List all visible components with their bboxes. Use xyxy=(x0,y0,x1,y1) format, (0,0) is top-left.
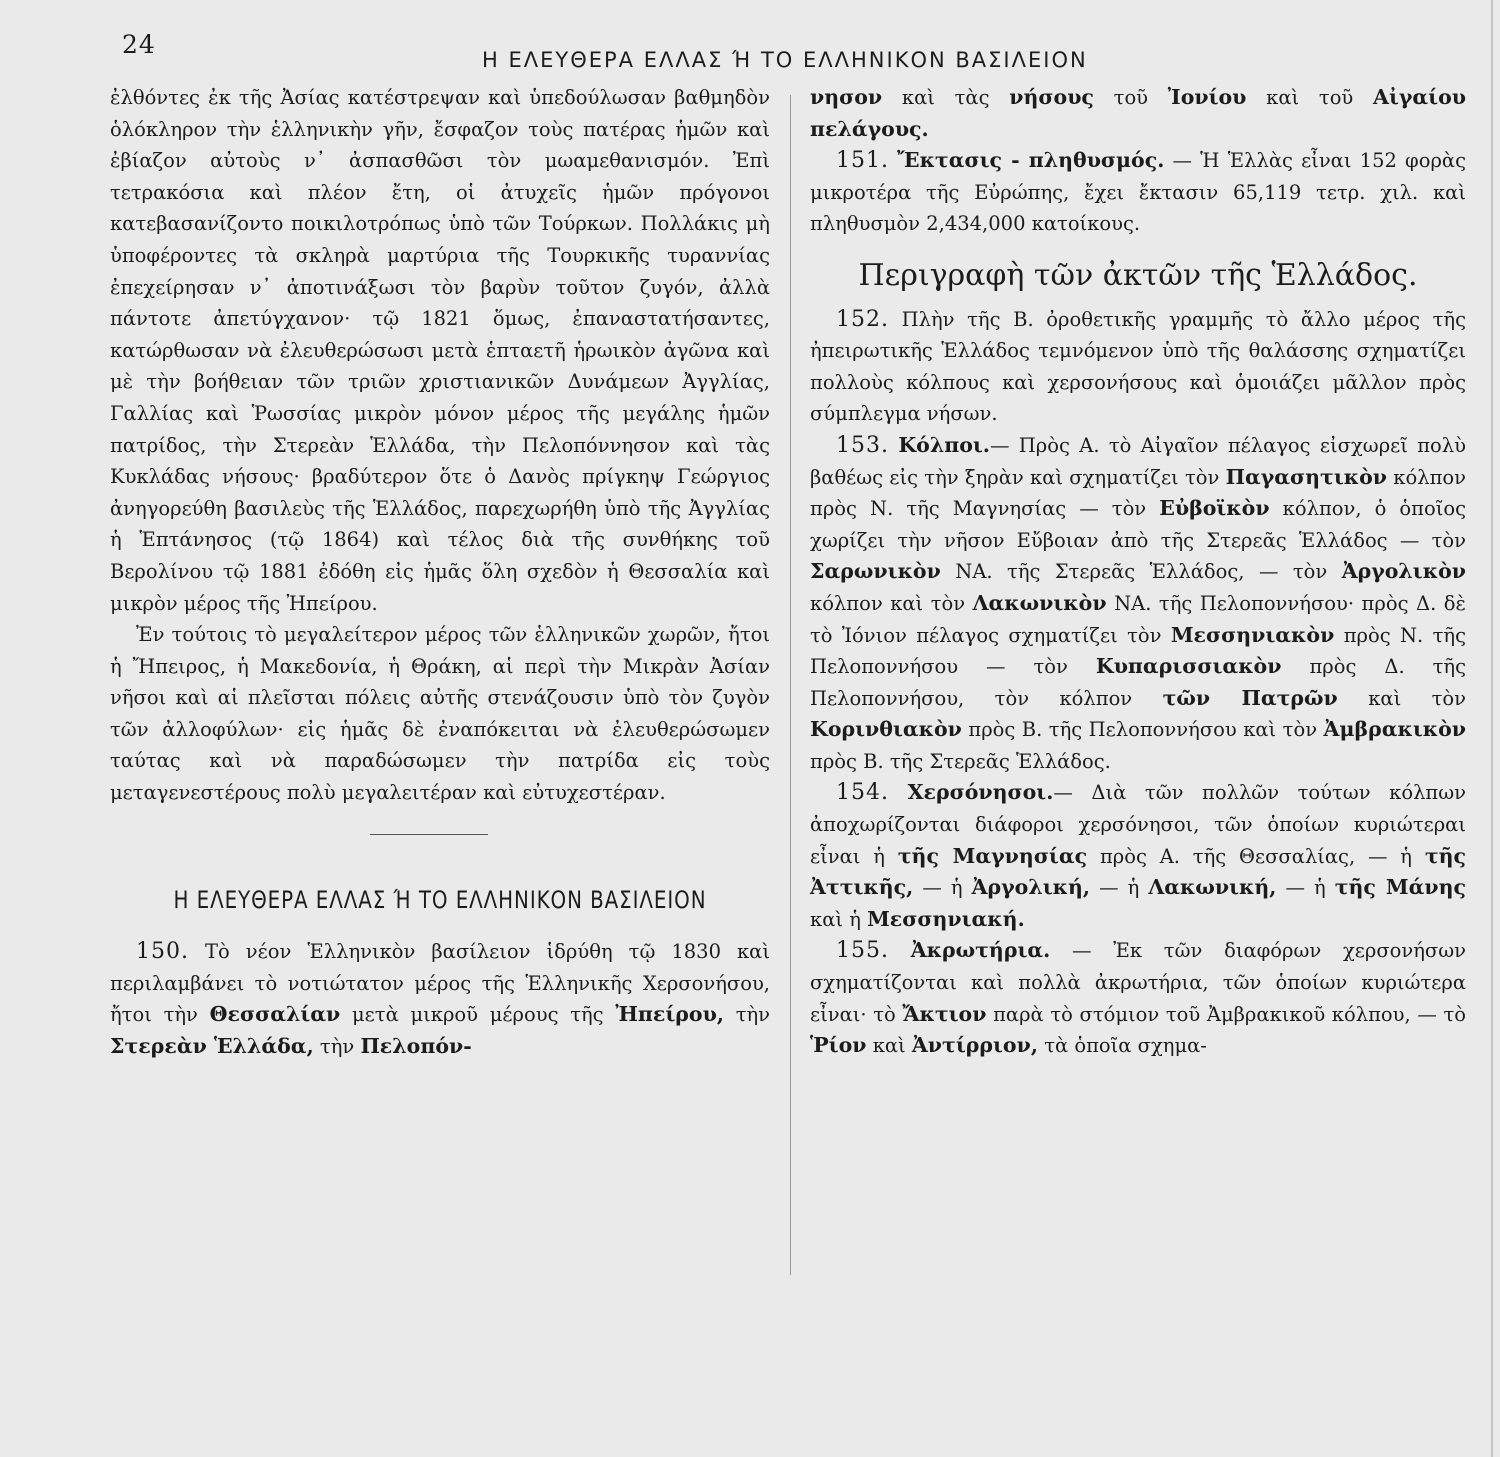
bold-term: Μεσσηνιακή. xyxy=(867,906,1025,931)
bold-term: Ἀργολικὸν xyxy=(1341,559,1466,584)
paragraph-153 xyxy=(810,430,1466,778)
paragraph-150 xyxy=(110,936,770,1062)
paragraph-text: ΝΑ. τῆς Στερεᾶς Ἑλλάδος, — τὸν xyxy=(955,560,1328,584)
paragraph-150-continued xyxy=(810,82,1466,145)
paragraph-number: 153. xyxy=(836,432,889,458)
paragraph-text: τὰ ὁποῖα σχημα- xyxy=(1044,1034,1207,1058)
section-heading: Η ΕΛΕΥΘΕΡΑ ΕΛΛΑΣ Ή ΤΟ ΕΛΛΗΝΙΚΟΝ ΒΑΣΙΛΕΙΟΝ xyxy=(173,885,707,914)
bold-term: Θεσσαλίαν xyxy=(209,1002,341,1027)
bold-term: Ἀργολική, xyxy=(971,875,1091,900)
paragraph-number: 154. xyxy=(836,780,889,806)
paragraph-text: Τὸ νέον Ἑλληνικὸν βασίλειον ἱδρύθη τῷ 1830 καὶ περιλαμβάνει τὸ νοτιώτατον μέρος τῆς Ἑλληνικῆς Χερσονήσου, ἤτοι τὴν xyxy=(110,940,770,1027)
bold-term: Χερσόνησοι. xyxy=(907,780,1054,805)
paragraph-text: κόλπον καὶ τὸν xyxy=(810,591,966,615)
bold-term: Σαρωνικὸν xyxy=(810,559,941,584)
paragraph-text: — Διὰ τῶν πολλῶν τούτων κόλπων ἀποχωρίζονται διάφοροι χερσόνησοι, τῶν ὁποίων κυριώτεραι εἶναι ἡ xyxy=(810,781,1467,868)
bold-term: Λακωνική, xyxy=(1148,875,1277,900)
bold-term: Κόλποι. xyxy=(898,432,990,457)
bold-term: Αἰγαίου πελάγους. xyxy=(810,85,1466,141)
paragraph-text: πρὸς Ν. τῆς Πελοποννήσου — τὸν xyxy=(810,623,1466,679)
paragraph-text: πρὸς Β. τῆς Πελοποννήσου καὶ τὸν xyxy=(968,718,1318,742)
paragraph-text: πρὸς Α. τῆς Θεσσαλίας, — ἡ xyxy=(1099,844,1412,868)
bold-term: τῆς Μάνης xyxy=(1334,875,1466,900)
paragraph-text: καὶ ἡ xyxy=(810,907,861,931)
paragraph-text: — Ἐκ τῶν διαφόρων χερσονήσων σχηματίζονται καὶ πολλὰ ἀκρωτήρια, τῶν ὁποίων κυριώτερα εἶναι· τὸ xyxy=(810,939,1467,1026)
bold-term: Ἠπείρου, xyxy=(615,1002,724,1027)
paragraph-text: τὴν xyxy=(319,1035,355,1059)
paragraph-text: κόλπον, ὁ ὁποῖος χωρίζει τὴν νῆσον Εὔβοιαν ἀπὸ τῆς Στερεᾶς Ἑλλάδος — τὸν xyxy=(810,497,1467,552)
bold-term: Κορινθιακὸν xyxy=(810,717,962,742)
paragraph-text: — ἡ xyxy=(1285,876,1326,900)
paragraph-155 xyxy=(810,935,1466,1061)
page-number: 24 xyxy=(122,30,156,59)
paragraph-text: κόλπον πρὸς Ν. τῆς Μαγνησίας — τὸν xyxy=(810,465,1466,521)
running-head: Η ΕΛΕΥΘΕΡΑ ΕΛΛΑΣ Ή ΤΟ ΕΛΛΗΝΙΚΟΝ ΒΑΣΙΛΕΙΟΝ xyxy=(482,48,1088,72)
bold-term: Ἔκτασις - πληθυσμός. xyxy=(897,148,1165,173)
paragraph-text: — ἡ xyxy=(922,876,963,900)
paragraph-text: Πλὴν τῆς Β. ὀροθετικῆς γραμμῆς τὸ ἄλλο μέρος τῆς ἠπειρωτικῆς Ἑλλάδος τεμνόμενον ὑπὸ τῆς θαλάσσης σχηματίζει πολλοὺς κόλπους καὶ χερσονήσους καὶ ὁμοιάζει μᾶλλον πρὸς σύμπλεγμα νήσων. xyxy=(810,307,1467,426)
paragraph-text: τοῦ xyxy=(1113,86,1149,109)
paragraph-text: καὶ τὰς xyxy=(901,86,990,109)
paragraph-text: — Ἡ Ἑλλὰς εἶναι 152 φορὰς μικροτέρα τῆς Εὐρώπης, ἔχει ἔκτασιν 65,119 τετρ. χιλ. καὶ πληθυσμὸν 2,434,000 κατοίκους. xyxy=(810,149,1466,236)
bold-term: Ἀμβρακικὸν xyxy=(1323,717,1467,742)
paragraph-number: 151. xyxy=(836,148,889,174)
paragraph-text: πρὸς Β. τῆς Στερεᾶς Ἑλλάδος. xyxy=(810,749,1111,773)
bold-term: Πελοπόν- xyxy=(360,1034,472,1059)
bold-term: Κυπαρισσιακὸν xyxy=(1095,654,1282,679)
paragraph-text: — Πρὸς Α. τὸ Αἰγαῖον πέλαγος εἰσχωρεῖ πολὺ βαθέως εἰς τὴν ξηρὰν καὶ σχηματίζει τὸν xyxy=(810,433,1467,489)
paragraph-text: παρὰ τὸ στόμιον τοῦ Ἀμβρακικοῦ κόλπου, — τὸ xyxy=(993,1002,1467,1026)
paragraph-number: 152. xyxy=(836,306,889,332)
paragraph-text: πρὸς Δ. τῆς Πελοποννήσου, τὸν κόλπον xyxy=(810,655,1467,710)
bold-term: Λακωνικὸν xyxy=(972,590,1107,615)
bold-term: Ῥίον xyxy=(810,1033,867,1058)
bold-term: νήσους xyxy=(1009,85,1094,109)
bold-term: Ἀκρωτήρια. xyxy=(910,938,1051,963)
bold-term: Ἀντίρριον, xyxy=(911,1033,1038,1058)
bold-term: τῆς Μαγνησίας xyxy=(897,843,1088,868)
bold-term: Παγασητικὸν xyxy=(1225,464,1388,489)
paragraph-text: μετὰ μικροῦ μέρους τῆς xyxy=(352,1003,604,1027)
paragraph-154 xyxy=(810,777,1466,935)
page-edge-rule xyxy=(1491,0,1493,1457)
bold-term: τῆς Ἀττικῆς, xyxy=(810,843,1466,900)
paragraph-151 xyxy=(810,145,1466,240)
paragraph-text: τὴν xyxy=(735,1003,771,1027)
bold-term: νησον xyxy=(810,85,883,109)
paragraph-intro: ἐλθόντες ἐκ τῆς Ἀσίας κατέστρεψαν καὶ ὑπεδούλωσαν βαθμηδὸν ὁλόκληρον τὴν ἑλληνικὴν γῆν, ἔσφαζον τοὺς πατέρας ἡμῶν καὶ ἐβίαζον αὐτοὺς ν᾽ ἀσπασθῶσι τὸν μωαμεθανισμόν. Ἐπὶ τετρακόσια καὶ πλέον ἔτη, οἱ ἀτυχεῖς ἡμῶν πρόγονοι κατεβασανίζοντο ποικιλοτρόπως ὑπὸ τῶν Τούρκων. Πολλάκις μὴ ὑποφέροντες τὰ σκληρὰ μαρτύρια τῆς Τουρκικῆς τυραννίας ἐπεχείρησαν ν᾽ ἀποτινάξωσι τὸν βαρὺν τοῦτον ζυγόν, ἀλλὰ πάντοτε ἀπετύγχανον· τῷ 1821 ὅμως, ἐπαναστατήσαντες, κατώρθωσαν νὰ ἐλευθερώσωσι μετὰ ἑπταετῆ ἡρωικὸν ἀγῶνα καὶ μὲ τὴν βοήθειαν τῶν τριῶν χριστιανικῶν Δυνάμεων Ἀγγλίας, Γαλλίας καὶ Ῥωσσίας μικρὸν μόνον μέρος τῆς μεγάλης ἡμῶν πατρίδος, τὴν Στερεὰν Ἑλλάδα, τὴν Πελοπόννησον καὶ τὰς Κυκλάδας νήσους· βραδύτερον ὅτε ὁ Δανὸς πρίγκηψ Γεώργιος ἀνηγορεύθη βασιλεὺς τῆς Ἑλλάδος, παρεχωρήθη ὑπὸ τῆς Ἀγγλίας ἡ Ἑπτάνησος (τῷ 1864) καὶ τέλος διὰ τῆς συνθήκης τοῦ Βερολίνου τῷ 1881 ἐδόθη εἰς ἡμᾶς ὅλη σχεδὸν ἡ Θεσσαλία καὶ μικρὸν μέρος τῆς Ἠπείρου. xyxy=(110,86,770,615)
paragraph-text: — ἡ xyxy=(1099,876,1140,900)
separator-rule xyxy=(370,834,488,835)
left-column xyxy=(110,82,770,1063)
bold-term: Στερεὰν Ἑλλάδα, xyxy=(110,1034,314,1059)
bold-term: Μεσσηνιακὸν xyxy=(1170,622,1335,647)
paragraph-text: καὶ xyxy=(872,1034,906,1058)
bold-term: Εὐβοϊκὸν xyxy=(1159,496,1270,521)
bold-term: Ἄκτιον xyxy=(902,1001,987,1026)
right-column xyxy=(810,82,1466,1062)
bold-term: τῶν Πατρῶν xyxy=(1162,685,1338,710)
paragraph-enslaved-lands: Ἐν τούτοις τὸ μεγαλείτερον μέρος τῶν ἑλληνικῶν χωρῶν, ἤτοι ἡ Ἤπειρος, ἡ Μακεδονία, ἡ Θράκη, αἱ περὶ τὴν Μικρὰν Ἀσίαν νῆσοι καὶ αἱ πλεῖσται πόλεις αὐτῆς στενάζουσιν ὑπὸ τὸν ζυγὸν τῶν ἀλλοφύλων· εἰς ἡμᾶς δὲ ἐναπόκειται νὰ ἐλευθερώσωμεν ταύτας καὶ νὰ παραδώσωμεν τὴν πατρίδα εἰς τοὺς μεταγενεστέρους πολὺ μεγαλειτέραν καὶ εὐτυχεστέραν. xyxy=(110,623,770,805)
paragraph-number: 155. xyxy=(836,938,889,964)
column-divider xyxy=(790,95,791,1275)
bold-term: Ἰονίου xyxy=(1167,85,1247,109)
paragraph-text: καὶ τοῦ xyxy=(1266,86,1354,109)
paragraph-text: ΝΑ. τῆς Πελοποννήσου· πρὸς Δ. δὲ τὸ Ἰόνιον πέλαγος σχηματίζει τὸν xyxy=(810,591,1466,647)
paragraph-text: καὶ τὸν xyxy=(1368,686,1467,710)
coast-description-heading: Περιγραφὴ τῶν ἀκτῶν τῆς Ἑλλάδος. xyxy=(858,257,1418,293)
paragraph-152 xyxy=(810,304,1466,430)
paragraph-number: 150. xyxy=(136,939,189,965)
